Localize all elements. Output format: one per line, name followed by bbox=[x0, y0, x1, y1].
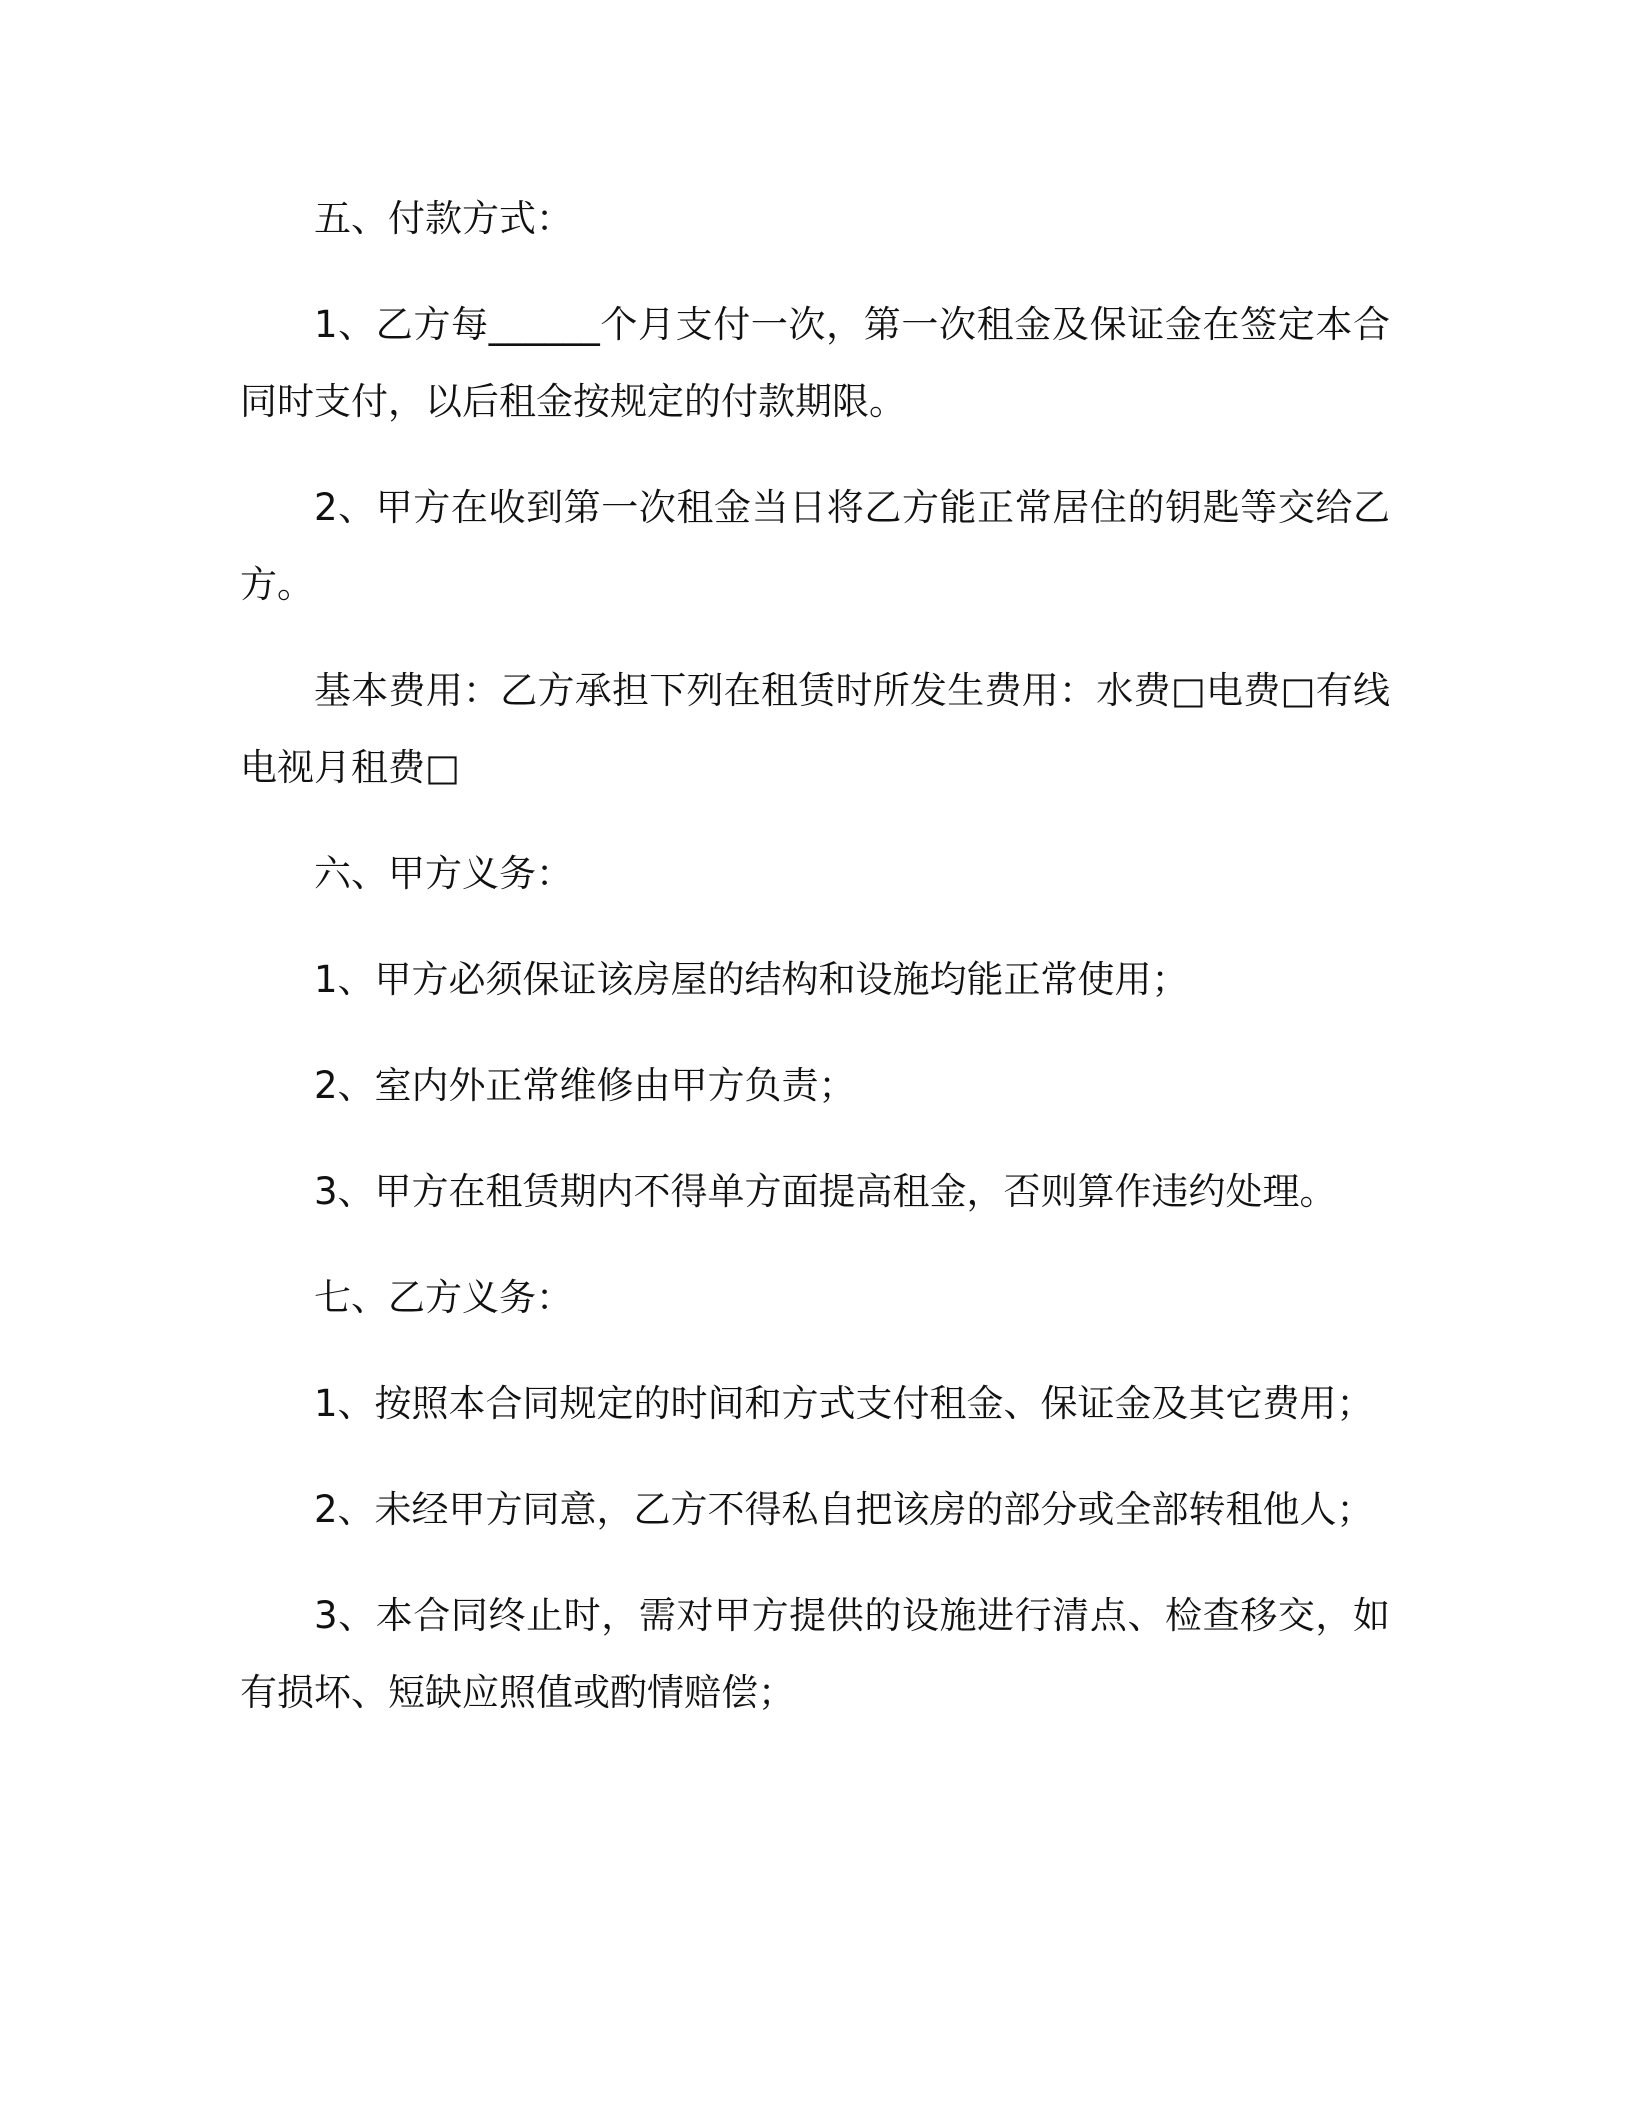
payment-clause-2: 2、甲方在收到第一次租金当日将乙方能正常居住的钥匙等交给乙方。 bbox=[240, 486, 1390, 606]
document-body bbox=[240, 180, 1390, 1760]
party-a-clause-3: 3、甲方在租赁期内不得单方面提高租金，否则算作违约处理。 bbox=[314, 1170, 1337, 1213]
party-b-clause-3: 3、本合同终止时，需对甲方提供的设施进行清点、检查移交，如有损坏、短缺应照值或酌情赔偿； bbox=[240, 1594, 1390, 1714]
party-a-clause-2: 2、室内外正常维修由甲方负责； bbox=[314, 1064, 856, 1107]
party-b-clause-1: 1、按照本合同规定的时间和方式支付租金、保证金及其它费用； bbox=[314, 1382, 1374, 1425]
payment-clause-1: 1、乙方每______个月支付一次，第一次租金及保证金在签定本合同时支付，以后租金按规定的付款期限。 bbox=[240, 303, 1390, 423]
party-b-clause-2: 2、未经甲方同意，乙方不得私自把该房的部分或全部转租他人； bbox=[314, 1488, 1374, 1531]
party-a-clause-1: 1、甲方必须保证该房屋的结构和设施均能正常使用； bbox=[314, 958, 1189, 1001]
basic-fees-clause: 基本费用：乙方承担下列在租赁时所发生费用：水费□电费□有线电视月租费□ bbox=[240, 669, 1390, 789]
section-heading-party-b-obligations: 七、乙方义务： bbox=[314, 1276, 573, 1319]
section-heading-payment: 五、付款方式： bbox=[314, 197, 573, 240]
section-heading-party-a-obligations: 六、甲方义务： bbox=[314, 852, 573, 895]
